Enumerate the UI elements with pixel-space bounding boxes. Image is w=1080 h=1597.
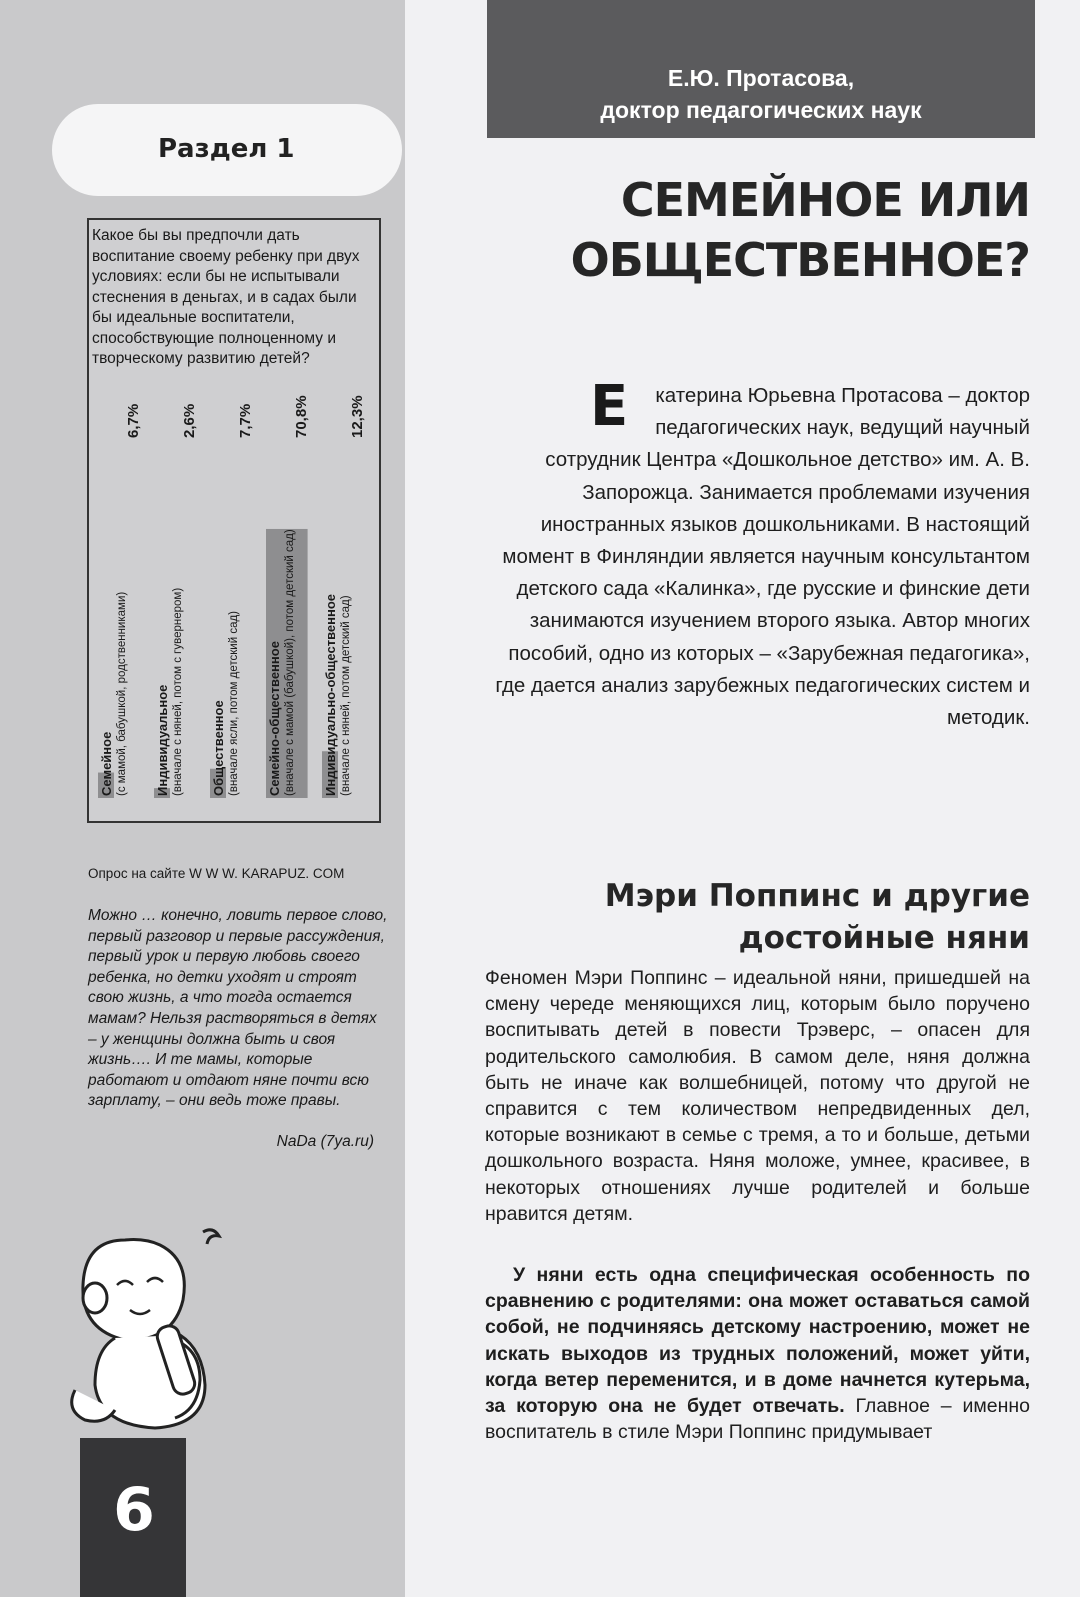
chart-category-note-2: (вначале с няней, потом с гувернером)	[172, 587, 184, 796]
author-degree: доктор педагогических наук	[600, 97, 922, 123]
page-number: 6	[113, 1475, 155, 1545]
reader-quote: Можно … конечно, ловить первое слово, первый разговор и первые рассуждения, первый урок и первую любовь своего ребенка, но детки уходят и строят свою жизнь, а что тогда остается мамам? Нельзя растворяться в детях – у женщины должна быть и своя жизнь…. И те мамы, которые работают и отдают няне почти всю зарплату, – они ведь тоже правы.	[88, 907, 388, 1110]
chart-category-label-1: Семейное	[99, 731, 114, 796]
body-paragraph-1: Феномен Мэри Поппинс – идеальной няни, пришедшей на смену череде меняющихся лиц, которым было поручено воспитывать детей в повести Трэверс, – опасен для родительского самолюбия. В самом деле, няня должна быть не иначе как волшебницей, потому что другой не справится с тем количеством непредвиденных дел, которые возникают в семье с тремя, а то и больше, детьми дошкольного возраста. Няня моложе, умнее, красивее, в некоторых отношениях лучше родителей и больше нравится детям.	[485, 967, 1030, 1225]
section-label: Раздел 1	[158, 134, 295, 164]
chart-category-note-5: (вначале с няней, потом детский сад)	[340, 595, 352, 796]
subtitle-line-2: достойные няни	[738, 920, 1030, 956]
chart-value-label-2: 2,6%	[181, 403, 198, 438]
quote-author: NaDa (7ya.ru)	[276, 1133, 374, 1150]
chart-category-note-1: (с мамой, бабушкой, родственниками)	[116, 591, 128, 796]
section-subtitle	[520, 875, 1030, 959]
body-paragraph-2	[485, 1262, 1030, 1445]
title-line-2: ОБЩЕСТВЕННОЕ?	[570, 233, 1030, 287]
intro-text: катерина Юрьевна Протасова – доктор педагогических наук, ведущий научный сотрудник Центра «Дошкольное детство» им. А. В. Запорожца. Занимается проблемами изучения иностранных языков дошкольниками. В настоящий момент в Финляндии является научным консультантом детского сада «Калинка», где русские и финские дети занимаются изучением второго языка. Автор многих пособий, одно из которых – «Зарубежная педагогика», где дается анализ зарубежных педагогических систем и методик.	[495, 384, 1030, 730]
chart-value-label-3: 7,7%	[237, 403, 254, 438]
subtitle-line-1: Мэри Поппинс и другие	[604, 878, 1030, 914]
chart-category-note-3: (вначале ясли, потом детский сад)	[228, 611, 240, 796]
author-name: Е.Ю. Протасова,	[667, 65, 855, 91]
survey-question: Какое бы вы предпочли дать воспитание своему ребенку при двух условиях: если бы не испытывали стеснения в деньгах, и в садах были бы идеальные воспитатели, способствующие полноценному и творческому развитию детей?	[92, 227, 360, 367]
chart-value-label-5: 12,3%	[349, 395, 366, 438]
chart-category-label-4: Семейно-общественное	[267, 641, 282, 796]
chart-category-label-2: Индивидуальное	[155, 684, 170, 796]
chart-category-note-4: (вначале с мамой (бабушкой), потом детский сад)	[284, 529, 296, 796]
article-title	[505, 170, 1030, 290]
body-paragraph-2-rest: Главное – именно воспитатель в стиле Мэри Поппинс придумывает	[485, 1395, 1030, 1444]
chart-value-label-4: 70,8%	[293, 395, 310, 438]
chart-value-label-1: 6,7%	[125, 403, 142, 438]
title-line-1: СЕМЕЙНОЕ ИЛИ	[620, 173, 1030, 227]
chart-category-label-5: Индивидуально-общественное	[323, 593, 338, 796]
chart-category-label-3: Общественное	[211, 700, 226, 796]
survey-source: Опрос на сайте W W W. KARAPUZ. COM	[88, 866, 345, 881]
survey-bar-chart	[92, 380, 378, 812]
author-intro	[480, 374, 1030, 734]
baby-illustration-icon	[55, 1200, 235, 1440]
intro-dropcap: Е	[590, 374, 629, 439]
body-paragraph-2-bold: У няни есть одна специфическая особенность по сравнению с родителями: она может оставаться самой собой, не подчиняясь детскому настроению, может не искать выходов из трудных положений, может уйти, когда ветер переменится, и в доме начнется кутерьма, за которую она не будет отвечать.	[485, 1264, 1030, 1418]
author-header	[487, 0, 1035, 138]
